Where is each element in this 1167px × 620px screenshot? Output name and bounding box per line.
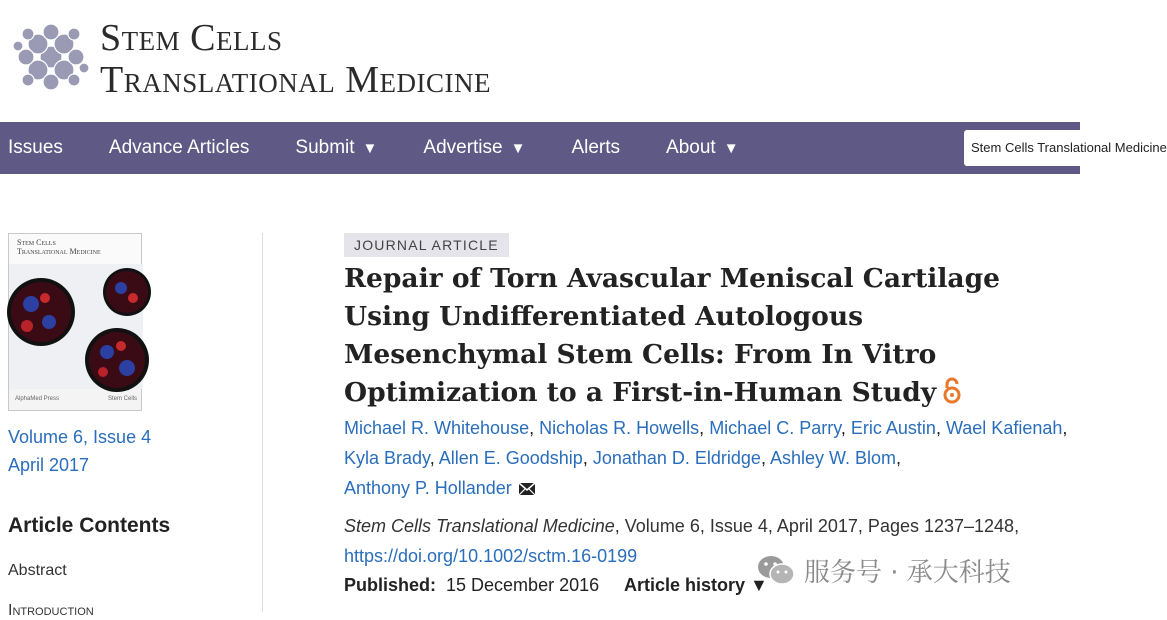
citation-details: , Volume 6, Issue 4, April 2017, Pages 1237–1248, [614, 516, 1020, 536]
journal-logo-icon[interactable] [8, 14, 94, 100]
nav-advance-articles[interactable] [109, 137, 249, 159]
author-link[interactable]: Eric Austin [850, 418, 936, 438]
caret-down-icon: ▼ [723, 139, 739, 157]
search-scope-select[interactable]: Stem Cells Translational Medicine [964, 130, 1094, 166]
watermark-text: 服务号 · 承大科技 [804, 557, 1011, 588]
cover-footer [9, 390, 143, 410]
contents-item-abstract[interactable]: Abstract [8, 562, 67, 579]
caret-down-icon: ▼ [510, 139, 526, 157]
article-title [344, 260, 1064, 412]
site-header [0, 0, 1080, 122]
author-link[interactable]: Michael R. Whitehouse [344, 418, 530, 438]
nav-label: Issues [8, 137, 63, 158]
nav-about[interactable] [666, 137, 739, 159]
author-list: Michael R. Whitehouse, Nicholas R. Howells, Michael C. Parry, Eric Austin, Wael Kafienah, Kyla Brady, Allen E. Goodship, Jonathan D. Eldridge, Ashley W. Blom, Anthony P. Hollander [344, 418, 1068, 498]
open-access-icon [942, 376, 962, 404]
nav-label: Submit [295, 137, 355, 158]
published-row [344, 575, 599, 596]
nav-label: Advance Articles [108, 137, 250, 158]
article-type-badge: JOURNAL ARTICLE [344, 233, 509, 257]
published-date: 15 December 2016 [446, 575, 600, 595]
column-divider [262, 233, 263, 612]
caret-down-icon: ▼ [362, 139, 378, 157]
nav-submit[interactable] [295, 137, 377, 159]
issue-volume[interactable]: Volume 6, Issue 4 [8, 427, 152, 447]
article-history-toggle[interactable]: Article history ▼ [624, 575, 768, 595]
issue-cover-image[interactable] [8, 233, 142, 411]
cover-title [9, 234, 141, 264]
citation-journal: Stem Cells Translational Medicine [344, 516, 615, 536]
article-title-text: Repair of Torn Avascular Meniscal Cartilage Using Undifferentiated Autologous Mesenchymal Stem Cells: From In Vitro Optimization to a First-in-Human Study [344, 263, 1000, 408]
journal-name[interactable] [100, 18, 491, 102]
nav-label: Advertise [423, 137, 503, 158]
nav-label: Alerts [571, 137, 621, 158]
doi-link[interactable]: https://doi.org/10.1002/sctm.16-0199 [344, 546, 638, 566]
journal-name-line2: Translational Medicine [100, 59, 491, 101]
author-link[interactable]: Allen E. Goodship [438, 448, 583, 468]
cover-title-line2: Translational Medicine [17, 247, 101, 256]
issue-link[interactable] [8, 423, 151, 479]
cover-microscopy-art [9, 264, 143, 389]
cover-title-line1: Stem Cells [17, 238, 56, 247]
contents-item-introduction[interactable]: Introduction [8, 602, 94, 619]
author-link[interactable]: Jonathan D. Eldridge [592, 448, 761, 468]
author-link[interactable]: Michael C. Parry [709, 418, 841, 438]
citation-line [344, 516, 1019, 537]
author-link[interactable]: Anthony P. Hollander [344, 478, 512, 498]
published-label: Published: [344, 575, 437, 595]
nav-alerts[interactable] [571, 137, 620, 159]
envelope-icon[interactable] [518, 482, 536, 496]
author-link[interactable]: Nicholas R. Howells [539, 418, 700, 438]
article-contents-heading: Article Contents [8, 514, 171, 537]
wechat-watermark [756, 552, 1011, 588]
main-nav [0, 122, 1167, 174]
nav-issues[interactable] [8, 137, 63, 159]
nav-advertise[interactable] [423, 137, 525, 159]
nav-label: About [666, 137, 716, 158]
cover-footer-brand: Stem Cells [107, 396, 137, 402]
author-link[interactable]: Kyla Brady [344, 448, 430, 468]
journal-name-line1: Stem Cells [100, 17, 283, 59]
issue-date[interactable]: April 2017 [8, 455, 90, 475]
cover-footer-publisher: AlphaMed Press [15, 396, 60, 402]
wechat-icon [756, 554, 796, 586]
author-link[interactable]: Wael Kafienah [945, 418, 1063, 438]
author-link[interactable]: Ashley W. Blom [769, 448, 896, 468]
